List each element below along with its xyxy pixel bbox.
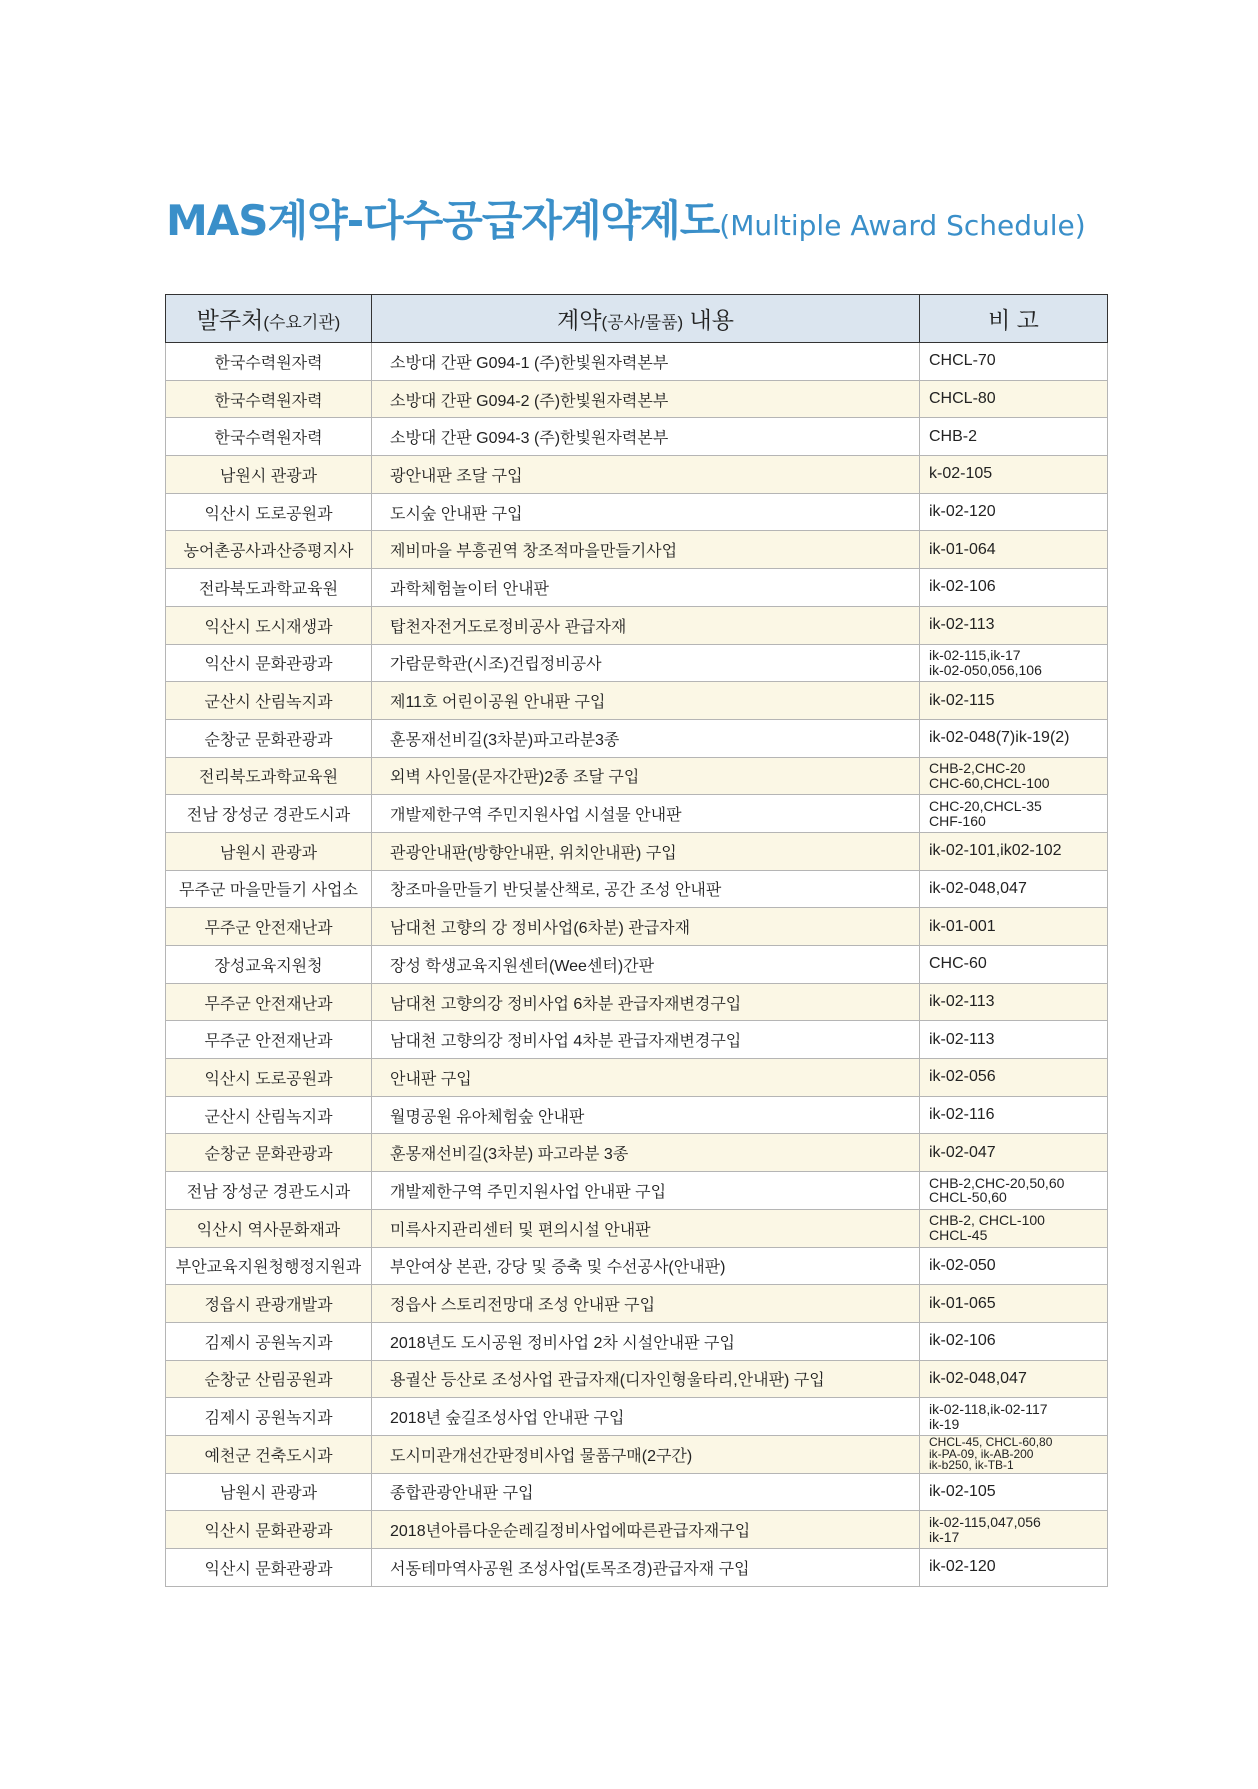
cell-client: 김제시 공원녹지과 bbox=[166, 1398, 372, 1436]
cell-client: 농어촌공사과산증평지사 bbox=[166, 531, 372, 569]
cell-client: 장성교육지원청 bbox=[166, 946, 372, 984]
cell-note: ik-01-065 bbox=[920, 1285, 1108, 1323]
cell-client: 군산시 산림녹지과 bbox=[166, 682, 372, 720]
cell-note: k-02-105 bbox=[920, 456, 1108, 494]
cell-note: ik-02-120 bbox=[920, 1549, 1108, 1587]
cell-note: ik-02-106 bbox=[920, 1322, 1108, 1360]
cell-client: 전남 장성군 경관도시과 bbox=[166, 1172, 372, 1210]
cell-client: 정읍시 관광개발과 bbox=[166, 1285, 372, 1323]
cell-note: ik-02-113 bbox=[920, 606, 1108, 644]
cell-client: 전남 장성군 경관도시과 bbox=[166, 795, 372, 833]
cell-content: 훈몽재선비길(3차분) 파고라분 3종 bbox=[372, 1134, 920, 1172]
table-row bbox=[166, 493, 1108, 531]
cell-client: 익산시 문화관광과 bbox=[166, 644, 372, 682]
cell-client: 무주군 안전재난과 bbox=[166, 983, 372, 1021]
table-row bbox=[166, 983, 1108, 1021]
cell-note: CHCL-45, CHCL-60,80 ik-PA-09, ik-AB-200 ik-b250, ik-TB-1 bbox=[920, 1435, 1108, 1473]
cell-content: 창조마을만들기 반딧불산책로, 공간 조성 안내판 bbox=[372, 870, 920, 908]
cell-content: 부안여상 본관, 강당 및 증축 및 수선공사(안내판) bbox=[372, 1247, 920, 1285]
title-subtitle: (Multiple Award Schedule) bbox=[719, 209, 1086, 242]
cell-client: 예천군 건축도시과 bbox=[166, 1435, 372, 1473]
table-row bbox=[166, 1473, 1108, 1511]
cell-content: 남대천 고향의강 정비사업 6차분 관급자재변경구입 bbox=[372, 983, 920, 1021]
cell-client: 무주군 마을만들기 사업소 bbox=[166, 870, 372, 908]
cell-content: 종합관광안내판 구입 bbox=[372, 1473, 920, 1511]
table-row bbox=[166, 1360, 1108, 1398]
cell-content: 용궐산 등산로 조성사업 관급자재(디자인형울타리,안내판) 구입 bbox=[372, 1360, 920, 1398]
cell-note: ik-02-048(7)ik-19(2) bbox=[920, 719, 1108, 757]
cell-client: 익산시 역사문화재과 bbox=[166, 1209, 372, 1247]
cell-content: 서동테마역사공원 조성사업(토목조경)관급자재 구입 bbox=[372, 1549, 920, 1587]
cell-content: 관광안내판(방향안내판, 위치안내판) 구입 bbox=[372, 832, 920, 870]
cell-content: 남대천 고향의 강 정비사업(6차분) 관급자재 bbox=[372, 908, 920, 946]
cell-note: ik-02-118,ik-02-117 ik-19 bbox=[920, 1398, 1108, 1436]
table-row bbox=[166, 1134, 1108, 1172]
cell-client: 순창군 산림공원과 bbox=[166, 1360, 372, 1398]
header-note: 비 고 bbox=[920, 295, 1108, 343]
cell-note: ik-02-113 bbox=[920, 1021, 1108, 1059]
cell-note: CHCL-80 bbox=[920, 380, 1108, 418]
cell-content: 도시미관개선간판정비사업 물품구매(2구간) bbox=[372, 1435, 920, 1473]
table-row bbox=[166, 1209, 1108, 1247]
cell-content: 과학체험놀이터 안내판 bbox=[372, 569, 920, 607]
cell-client: 남원시 관광과 bbox=[166, 456, 372, 494]
cell-client: 한국수력원자력 bbox=[166, 343, 372, 381]
cell-content: 개발제한구역 주민지원사업 시설물 안내판 bbox=[372, 795, 920, 833]
cell-note: CHB-2,CHC-20,50,60 CHCL-50,60 bbox=[920, 1172, 1108, 1210]
table-row bbox=[166, 343, 1108, 381]
cell-content: 제비마을 부흥권역 창조적마을만들기사업 bbox=[372, 531, 920, 569]
cell-content: 장성 학생교육지원센터(Wee센터)간판 bbox=[372, 946, 920, 984]
cell-note: ik-01-064 bbox=[920, 531, 1108, 569]
table-row bbox=[166, 1172, 1108, 1210]
table-body bbox=[166, 343, 1108, 1587]
cell-content: 정읍사 스토리전망대 조성 안내판 구입 bbox=[372, 1285, 920, 1323]
cell-content: 2018년 숲길조성사업 안내판 구입 bbox=[372, 1398, 920, 1436]
table-row bbox=[166, 1059, 1108, 1097]
table-row bbox=[166, 946, 1108, 984]
cell-note: CHC-20,CHCL-35 CHF-160 bbox=[920, 795, 1108, 833]
cell-note: CHB-2,CHC-20 CHC-60,CHCL-100 bbox=[920, 757, 1108, 795]
table-row bbox=[166, 456, 1108, 494]
cell-note: ik-02-113 bbox=[920, 983, 1108, 1021]
cell-content: 개발제한구역 주민지원사업 안내판 구입 bbox=[372, 1172, 920, 1210]
table-row bbox=[166, 1285, 1108, 1323]
cell-content: 탑천자전거도로정비공사 관급자재 bbox=[372, 606, 920, 644]
table-row bbox=[166, 1322, 1108, 1360]
cell-note: CHC-60 bbox=[920, 946, 1108, 984]
cell-note: ik-01-001 bbox=[920, 908, 1108, 946]
table-row bbox=[166, 795, 1108, 833]
page-title bbox=[166, 188, 1086, 248]
cell-content: 제11호 어린이공원 안내판 구입 bbox=[372, 682, 920, 720]
cell-note: ik-02-115 bbox=[920, 682, 1108, 720]
table-row bbox=[166, 1435, 1108, 1473]
table-header-row bbox=[166, 295, 1108, 343]
cell-client: 무주군 안전재난과 bbox=[166, 908, 372, 946]
table-row bbox=[166, 870, 1108, 908]
table-row bbox=[166, 380, 1108, 418]
cell-note: ik-02-048,047 bbox=[920, 870, 1108, 908]
table-row bbox=[166, 1549, 1108, 1587]
cell-client: 순창군 문화관광과 bbox=[166, 719, 372, 757]
cell-client: 익산시 도시재생과 bbox=[166, 606, 372, 644]
cell-client: 익산시 문화관광과 bbox=[166, 1511, 372, 1549]
cell-note: ik-02-047 bbox=[920, 1134, 1108, 1172]
cell-client: 익산시 도로공원과 bbox=[166, 493, 372, 531]
table-row bbox=[166, 682, 1108, 720]
cell-content: 소방대 간판 G094-2 (주)한빛원자력본부 bbox=[372, 380, 920, 418]
cell-note: ik-02-115,ik-17 ik-02-050,056,106 bbox=[920, 644, 1108, 682]
cell-note: ik-02-106 bbox=[920, 569, 1108, 607]
cell-content: 안내판 구입 bbox=[372, 1059, 920, 1097]
cell-note: ik-02-050 bbox=[920, 1247, 1108, 1285]
cell-note: CHB-2, CHCL-100 CHCL-45 bbox=[920, 1209, 1108, 1247]
cell-note: ik-02-115,047,056 ik-17 bbox=[920, 1511, 1108, 1549]
cell-client: 군산시 산림녹지과 bbox=[166, 1096, 372, 1134]
cell-client: 남원시 관광과 bbox=[166, 1473, 372, 1511]
cell-note: ik-02-048,047 bbox=[920, 1360, 1108, 1398]
cell-client: 전라북도과학교육원 bbox=[166, 569, 372, 607]
cell-client: 전리북도과학교육원 bbox=[166, 757, 372, 795]
cell-content: 가람문학관(시조)건립정비공사 bbox=[372, 644, 920, 682]
cell-client: 익산시 문화관광과 bbox=[166, 1549, 372, 1587]
cell-client: 한국수력원자력 bbox=[166, 418, 372, 456]
table-row bbox=[166, 418, 1108, 456]
table-row bbox=[166, 569, 1108, 607]
table-row bbox=[166, 1247, 1108, 1285]
table-row bbox=[166, 1511, 1108, 1549]
contract-table bbox=[165, 294, 1108, 1587]
cell-client: 익산시 도로공원과 bbox=[166, 1059, 372, 1097]
table-row bbox=[166, 1021, 1108, 1059]
cell-content: 도시숲 안내판 구입 bbox=[372, 493, 920, 531]
table-row bbox=[166, 1398, 1108, 1436]
table-row bbox=[166, 1096, 1108, 1134]
cell-content: 외벽 사인물(문자간판)2종 조달 구입 bbox=[372, 757, 920, 795]
table-row bbox=[166, 908, 1108, 946]
cell-client: 남원시 관광과 bbox=[166, 832, 372, 870]
cell-content: 2018년도 도시공원 정비사업 2차 시설안내판 구입 bbox=[372, 1322, 920, 1360]
cell-content: 남대천 고향의강 정비사업 4차분 관급자재변경구입 bbox=[372, 1021, 920, 1059]
cell-note: CHCL-70 bbox=[920, 343, 1108, 381]
cell-content: 소방대 간판 G094-3 (주)한빛원자력본부 bbox=[372, 418, 920, 456]
cell-client: 김제시 공원녹지과 bbox=[166, 1322, 372, 1360]
cell-client: 부안교육지원청행정지원과 bbox=[166, 1247, 372, 1285]
table-row bbox=[166, 644, 1108, 682]
cell-note: ik-02-105 bbox=[920, 1473, 1108, 1511]
table-row bbox=[166, 832, 1108, 870]
cell-content: 훈몽재선비길(3차분)파고라분3종 bbox=[372, 719, 920, 757]
cell-content: 2018년아름다운순레길정비사업에따른관급자재구입 bbox=[372, 1511, 920, 1549]
cell-note: ik-02-120 bbox=[920, 493, 1108, 531]
cell-note: CHB-2 bbox=[920, 418, 1108, 456]
cell-content: 미륵사지관리센터 및 편의시설 안내판 bbox=[372, 1209, 920, 1247]
title-main: MAS계약-다수공급자계약제도 bbox=[166, 196, 720, 245]
header-content: 계약(공사/물품) 내용 bbox=[372, 295, 920, 343]
cell-note: ik-02-116 bbox=[920, 1096, 1108, 1134]
table-row bbox=[166, 606, 1108, 644]
cell-client: 한국수력원자력 bbox=[166, 380, 372, 418]
table-row bbox=[166, 531, 1108, 569]
cell-content: 소방대 간판 G094-1 (주)한빛원자력본부 bbox=[372, 343, 920, 381]
cell-client: 순창군 문화관광과 bbox=[166, 1134, 372, 1172]
cell-content: 광안내판 조달 구입 bbox=[372, 456, 920, 494]
table-row bbox=[166, 757, 1108, 795]
table-row bbox=[166, 719, 1108, 757]
cell-note: ik-02-101,ik02-102 bbox=[920, 832, 1108, 870]
header-client: 발주처(수요기관) bbox=[166, 295, 372, 343]
cell-content: 월명공원 유아체험숲 안내판 bbox=[372, 1096, 920, 1134]
cell-client: 무주군 안전재난과 bbox=[166, 1021, 372, 1059]
cell-note: ik-02-056 bbox=[920, 1059, 1108, 1097]
